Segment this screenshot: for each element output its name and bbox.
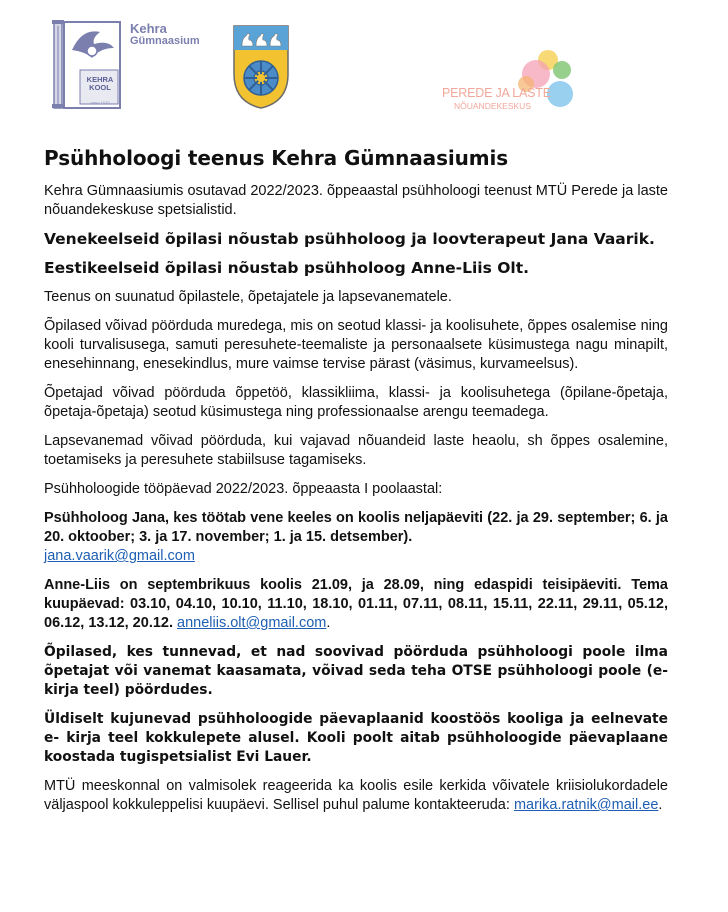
jana-email-link[interactable]: jana.vaarik@gmail.com bbox=[44, 548, 195, 564]
schedules-paragraph: Üldiselt kujunevad psühholoogide päevaplaanid koostöös kooliga ja eelnevate e- kirja teel kokkulepete alusel. Kooli poolt aitab psühholoogide päevaplaane koostada tugispetsialist Evi Lauer. bbox=[44, 711, 668, 765]
direct-contact-paragraph: Õpilased, kes tunnevad, et nad soovivad pöörduda psühholoogi poole ilma õpetajat või vanemat kaasamata, võivad seda teha OTSE psühholoogi poole (e-kirja teel) pöördudes. bbox=[44, 644, 668, 698]
school-badge-line-1: KEHRA bbox=[86, 75, 114, 84]
workdays-paragraph: Psühholoogide tööpäevad 2022/2023. õppeaasta I poolaastal: bbox=[44, 481, 443, 497]
school-badge-line-2: KOOL bbox=[89, 83, 111, 93]
crisis-paragraph bbox=[44, 777, 668, 815]
intro-paragraph: Kehra Gümnaasiumis osutavad 2022/2023. õppeaastal psühholoogi teenust MTÜ Perede ja laste nõuandekeskuse spetsialistid. bbox=[44, 183, 668, 218]
russian-counsel-heading: Venekeelseid õpilasi nõustab psühholoog ja loovterapeut Jana Vaarik. bbox=[44, 230, 655, 248]
logo-header bbox=[0, 0, 728, 130]
school-name-line-2: Gümnaasium bbox=[130, 34, 200, 47]
crisis-email-link[interactable]: marika.ratnik@mail.ee bbox=[513, 797, 659, 813]
anneliis-schedule-text: Anne-Liis on septembrikuus koolis 21.09, ja 28.09, ning edaspidi teisipäeviti. Tema kuupäevad: 03.10, 04.10, 10.10, 11.10, 18.10, 01.11, 07.11, 08.11, 15.11, 22.11, 29.11, 05.12, 06.12, 13.12, 20.12. bbox=[44, 577, 668, 631]
coat-of-arms-icon bbox=[232, 24, 290, 110]
crisis-suffix: . bbox=[658, 797, 663, 813]
anneliis-email-link[interactable]: anneliis.olt@gmail.com bbox=[177, 615, 327, 631]
teachers-paragraph: Õpetajad võivad pöörduda õppetöö, klassikliima, klassi- ja koolisuhetega (õpilane-õpetaja, õpetaja-õpetaja) seotud küsimustega ning professionaalse arengu teemadega. bbox=[44, 385, 668, 420]
students-paragraph: Õpilased võivad pöörduda muredega, mis on seotud klassi- ja koolisuhete, õppes osalemise ning kooli turvalisusega, samuti peresuhete-teemaliste ja personaalsete küsimustega nagu minapilt, enesehinnang, enesekindlus, mure vaimse tervise pärast (väsimus, kurvameelsus). bbox=[44, 318, 668, 372]
jana-schedule-text: Psühholoog Jana, kes töötab vene keeles on koolis neljapäeviti (22. ja 29. september; 6. ja 20. oktoober; 3. ja 17. november; 1. ja 15. detsember). bbox=[44, 510, 668, 545]
crisis-text: MTÜ meeskonnal on valmisolek reageerida ka koolis esile kerkida võivatele kriisiolukordadele väljaspool kokkuleppelisi kuupäevi. Sellisel puhul palume kontakteeruda: bbox=[44, 778, 668, 813]
family-center-logo bbox=[440, 46, 580, 116]
anneliis-suffix: . bbox=[326, 615, 331, 631]
school-badge-year: anno 1670 bbox=[90, 100, 110, 105]
school-wordmark bbox=[130, 22, 200, 47]
anneliis-schedule bbox=[44, 576, 668, 633]
family-center-name: PEREDE JA LASTE bbox=[442, 86, 551, 100]
family-center-subtitle: NÕUANDEKESKUS bbox=[454, 101, 531, 111]
kehra-gymnasium-logo bbox=[52, 18, 202, 114]
estonian-counsel-heading: Eestikeelseid õpilasi nõustab psühholoog Anne-Liis Olt. bbox=[44, 259, 529, 277]
kehra-gymnasium-emblem-icon bbox=[52, 18, 122, 110]
school-name-line-1: Kehra bbox=[130, 21, 167, 36]
jana-schedule bbox=[44, 509, 668, 566]
document-body bbox=[44, 146, 668, 825]
parents-paragraph: Lapsevanemad võivad pöörduda, kui vajavad nõuandeid laste heaolu, sh õppes osalemine, toetamiseks ja peresuhete stabiilsuse tagamiseks. bbox=[44, 433, 668, 468]
school-badge bbox=[82, 76, 118, 93]
page-title: Psühholoogi teenus Kehra Gümnaasiumis bbox=[44, 146, 509, 170]
target-paragraph: Teenus on suunatud õpilastele, õpetajatele ja lapsevanematele. bbox=[44, 289, 452, 305]
